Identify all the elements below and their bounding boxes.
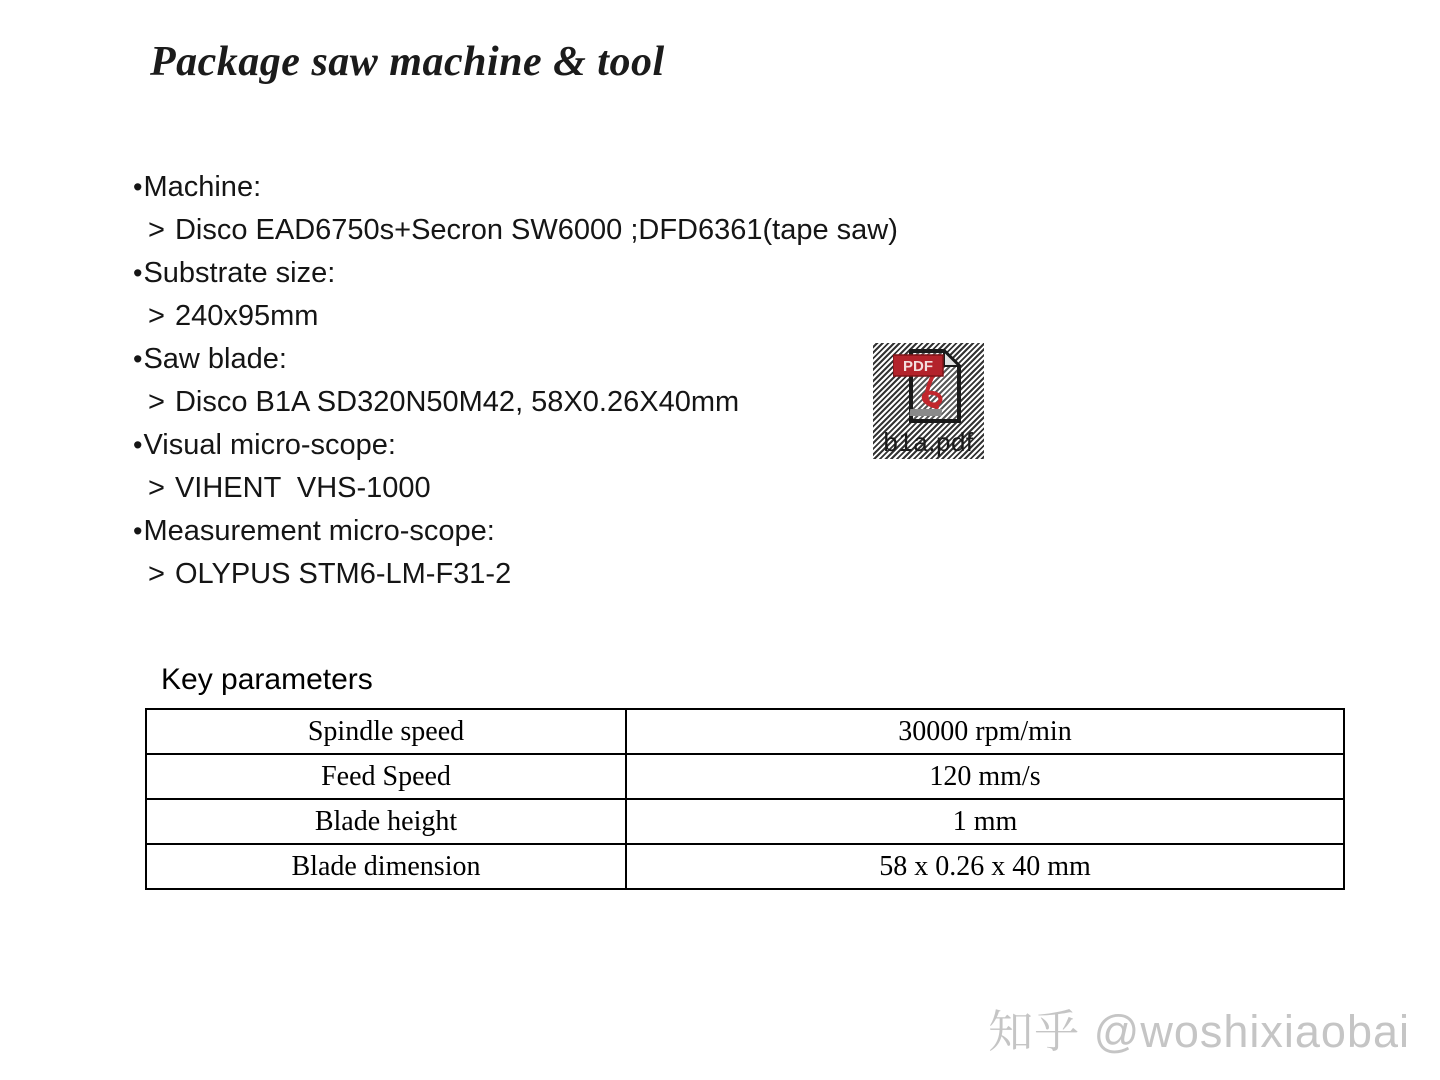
spec-subitem-label: 240x95mm xyxy=(174,300,319,332)
sub-marker: > xyxy=(148,386,165,418)
spec-item-visual-microscope xyxy=(133,424,898,467)
spec-item-label: Visual micro-scope: xyxy=(143,429,396,461)
param-row-feed-speed xyxy=(146,754,1344,799)
sub-marker: > xyxy=(148,300,165,332)
spec-subitem-label: OLYPUS STM6-LM-F31-2 xyxy=(174,558,512,590)
spec-subitem-measurement-microscope-model xyxy=(133,553,898,596)
key-parameters-heading: Key parameters xyxy=(161,663,373,696)
bullet-marker: • xyxy=(133,258,143,288)
embedded-pdf-object[interactable] xyxy=(873,343,984,459)
spec-subitem-machine-model xyxy=(133,209,898,252)
spec-item-label: Saw blade: xyxy=(143,343,287,375)
param-value-cell: 58 x 0.26 x 40 mm xyxy=(626,844,1344,889)
param-row-blade-height xyxy=(146,799,1344,844)
key-parameters-table xyxy=(145,708,1345,890)
param-label-cell: Spindle speed xyxy=(146,709,626,754)
sub-marker: > xyxy=(148,472,165,504)
param-row-blade-dimension xyxy=(146,844,1344,889)
param-label-cell: Blade dimension xyxy=(146,844,626,889)
spec-item-machine xyxy=(133,166,898,209)
spec-subitem-label: Disco EAD6750s+Secron SW6000 ;DFD6361(tape saw) xyxy=(174,214,898,246)
page-title: Package saw machine & tool xyxy=(150,39,665,85)
spec-item-substrate-size xyxy=(133,252,898,295)
bullet-marker: • xyxy=(133,430,143,460)
spec-item-label: Substrate size: xyxy=(143,257,336,289)
spec-subitem-label: Disco B1A SD320N50M42, 58X0.26X40mm xyxy=(174,386,740,418)
param-label-cell: Blade height xyxy=(146,799,626,844)
spec-subitem-substrate-dimensions xyxy=(133,295,898,338)
sub-marker: > xyxy=(148,214,165,246)
bullet-marker: • xyxy=(133,172,143,202)
pdf-file-name: b1a.pdf xyxy=(883,427,974,457)
bullet-marker: • xyxy=(133,516,143,546)
pdf-badge-text: PDF xyxy=(903,358,933,375)
spec-subitem-blade-model xyxy=(133,381,898,424)
spec-list xyxy=(133,166,898,596)
watermark: 知乎 @woshixiaobai xyxy=(988,1006,1410,1057)
param-value-cell: 120 mm/s xyxy=(626,754,1344,799)
spec-item-label: Machine: xyxy=(143,171,262,203)
spec-item-saw-blade xyxy=(133,338,898,381)
spec-item-label: Measurement micro-scope: xyxy=(143,515,495,547)
param-row-spindle-speed xyxy=(146,709,1344,754)
pdf-file-icon xyxy=(893,347,963,427)
spec-subitem-label: VIHENT VHS-1000 xyxy=(174,472,431,504)
spec-item-measurement-microscope xyxy=(133,510,898,553)
param-value-cell: 30000 rpm/min xyxy=(626,709,1344,754)
sub-marker: > xyxy=(148,558,165,590)
bullet-marker: • xyxy=(133,344,143,374)
spec-subitem-visual-microscope-model xyxy=(133,467,898,510)
param-label-cell: Feed Speed xyxy=(146,754,626,799)
param-value-cell: 1 mm xyxy=(626,799,1344,844)
